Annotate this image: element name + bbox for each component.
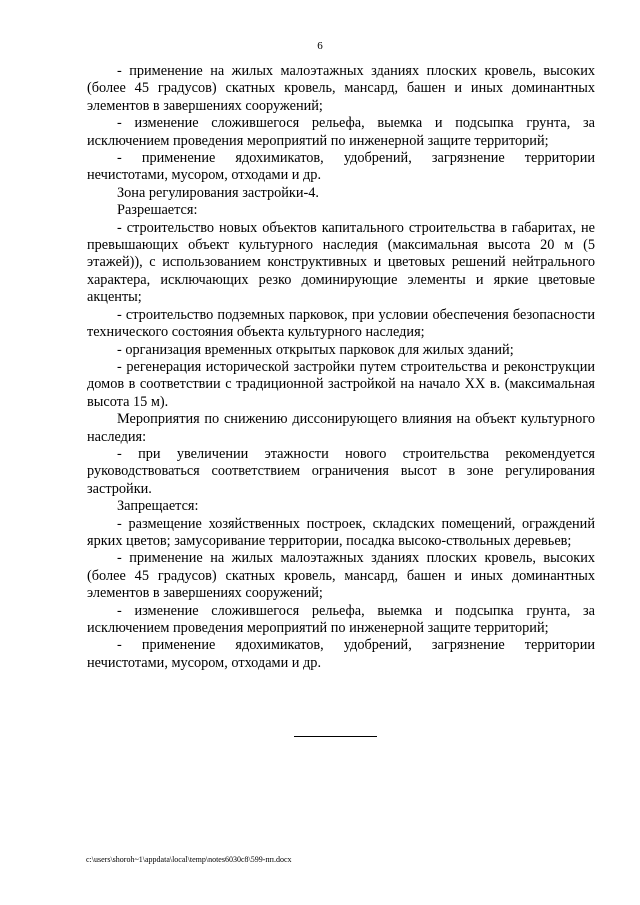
paragraph-16: - применение ядохимикатов, удобрений, загрязнение территории нечистотами, мусором, отходами и др. xyxy=(87,637,595,671)
file-path-footer: c:\users\shoroh~1\appdata\local\temp\notes6030c8\599-пп.docx xyxy=(86,855,292,864)
paragraph-7: - строительство подземных парковок, при условии обеспечения безопасности технического состояния объекта культурного наследия; xyxy=(87,306,595,341)
measures-heading: Мероприятия по снижению диссонирующего влияния на объект культурного наследия: xyxy=(87,411,595,445)
page-number: 6 xyxy=(317,40,323,52)
paragraph-1: - применение на жилых малоэтажных зданиях плоских кровель, высоких (более 45 градусов) скатных кровель, мансард, башен и иных доминантных элементов в завершениях сооружений; xyxy=(87,63,595,114)
paragraph-8: - организация временных открытых парковок для жилых зданий; xyxy=(117,341,514,358)
closing-rule xyxy=(294,736,377,737)
paragraph-15: - изменение сложившегося рельефа, выемка и подсыпка грунта, за исключением проведения мероприятий по инженерной защите территорий; xyxy=(87,602,595,636)
paragraph-2: - изменение сложившегося рельефа, выемка и подсыпка грунта, за исключением проведения мероприятий по инженерной защите территорий; xyxy=(87,115,595,149)
paragraph-6: - строительство новых объектов капитального строительства в габаритах, не превышающих объект культурного наследия (максимальная высота 20 м (5 этажей)), с использованием конструктивных и цветовых решений нейтрального характера, исключающих резко доминирующие элементы и яркие цветовые акценты; xyxy=(87,219,595,306)
paragraph-13: - размещение хозяйственных построек, складских помещений, ограждений ярких цветов; замусоривание территории, посадка высоко-ствольных деревьев; xyxy=(87,515,595,549)
allowed-heading: Разрешается: xyxy=(117,202,198,219)
forbidden-heading: Запрещается: xyxy=(117,498,199,515)
paragraph-14: - применение на жилых малоэтажных зданиях плоских кровель, высоких (более 45 градусов) скатных кровель, мансард, башен и иных доминантных элементов в завершениях сооружений; xyxy=(87,550,595,602)
paragraph-3: - применение ядохимикатов, удобрений, загрязнение территории нечистотами, мусором, отходами и др. xyxy=(87,150,595,184)
document-body xyxy=(87,63,595,672)
paragraph-11: - при увеличении этажности нового строительства рекомендуется руководствоваться соответствием ограничения высот в зоне регулирования застройки. xyxy=(87,445,595,497)
paragraph-9: - регенерация исторической застройки путем строительства и реконструкции домов в соответствии с традиционной застройкой на начало XX в. (максимальная высота 15 м). xyxy=(87,358,595,410)
zone-heading: Зона регулирования застройки-4. xyxy=(117,184,319,201)
